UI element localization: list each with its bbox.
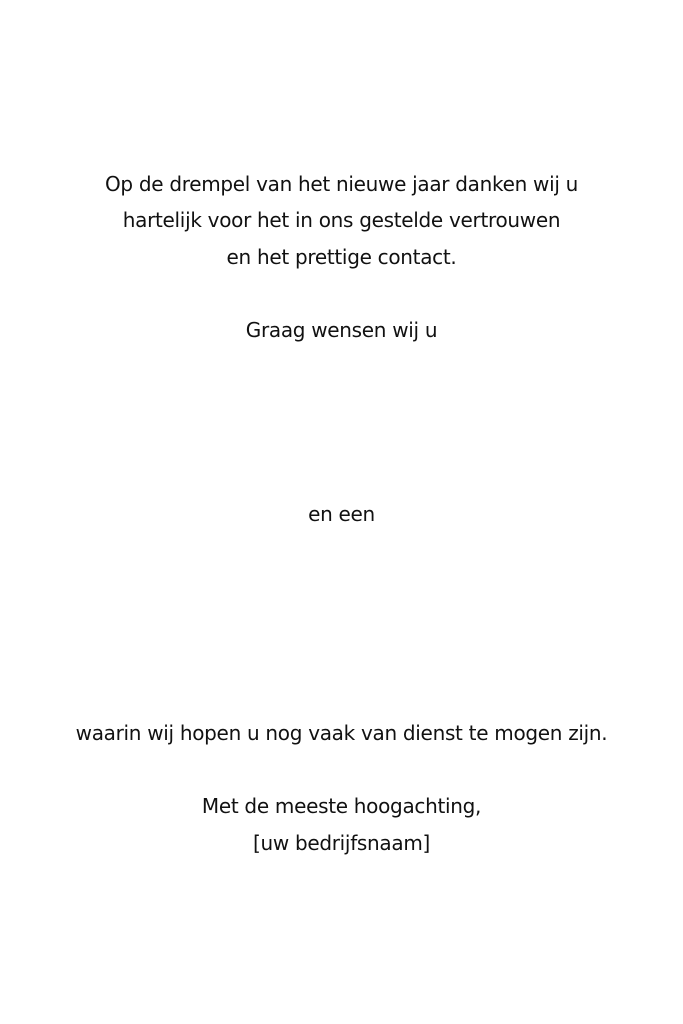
signature-line: [uw bedrijfsnaam] (252, 831, 431, 855)
intro-line-3: en het prettige contact. (226, 245, 457, 269)
wish-line: Graag wensen wij u (245, 318, 438, 342)
intro-line-2: hartelijk voor het in ons gestelde vertrouwen (122, 208, 561, 232)
intro-line-1: Op de drempel van het nieuwe jaar danken wij u (104, 172, 579, 196)
hope-line: waarin wij hopen u nog vaak van dienst te mogen zijn. (75, 721, 608, 745)
middle-line: en een (308, 502, 375, 526)
closing-line: Met de meeste hoogachting, (201, 794, 482, 818)
